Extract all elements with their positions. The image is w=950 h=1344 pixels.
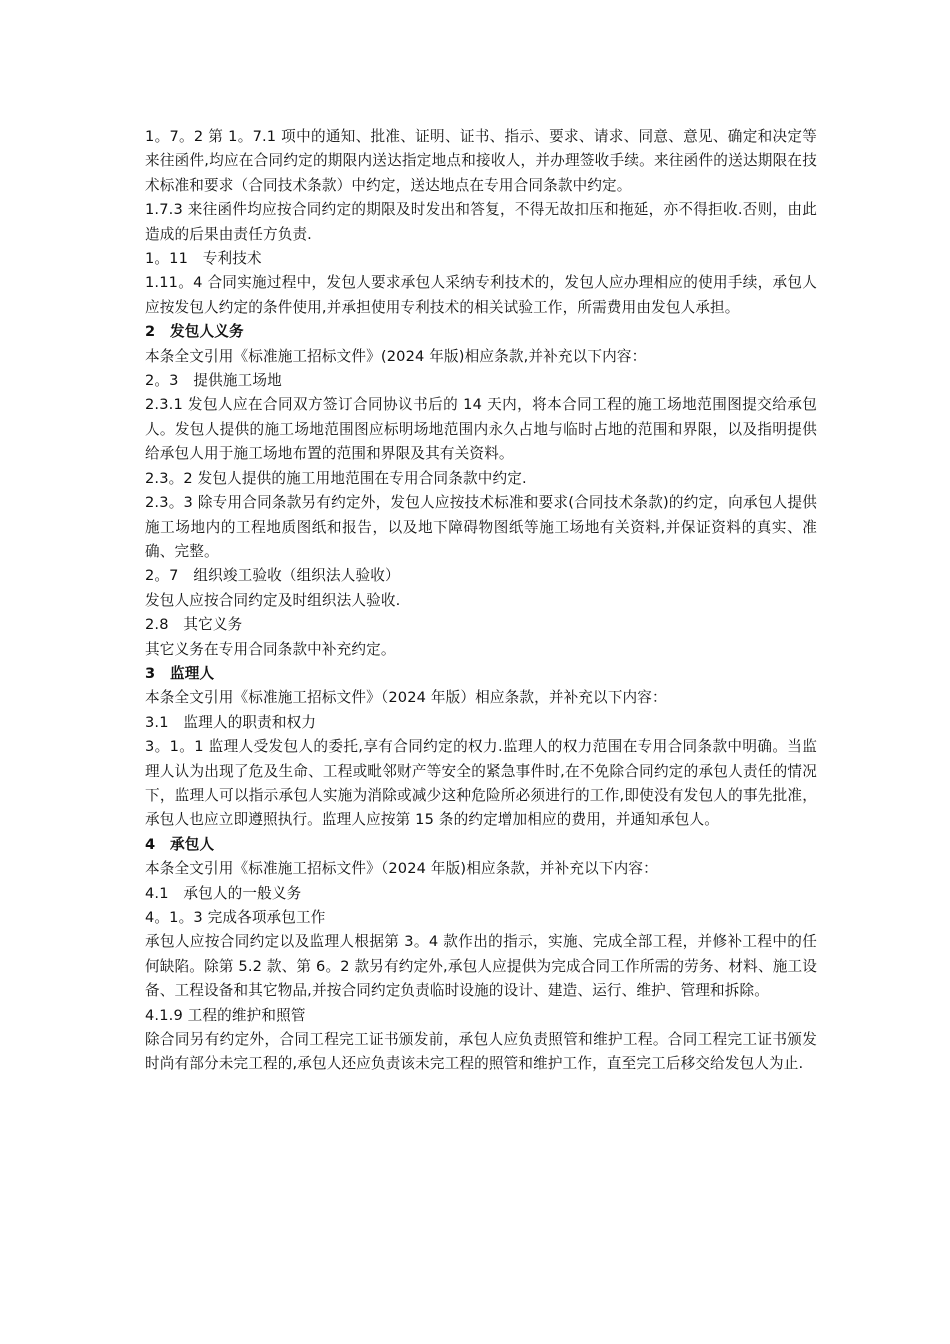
subheading-4-1-3: 4。1。3 完成各项承包工作 [145, 909, 326, 926]
paragraph-2-3-3: 2.3。3 除专用合同条款另有约定外，发包人应按技术标准和要求(合同技术条款)的约定，向承包人提供施工场地内的工程地质图纸和报告，以及地下障碍物图纸等施工场地有关资料,并保证资料的真实、准确、完整。 [145, 494, 817, 560]
section-heading-4: 4 承包人 [145, 835, 215, 853]
subheading-4-1-9: 4.1.9 工程的维护和照管 [145, 1006, 306, 1024]
paragraph-2-8: 其它义务在专用合同条款中补充约定。 [145, 640, 396, 658]
subheading-4-1: 4.1 承包人的一般义务 [145, 884, 302, 902]
paragraph-3-intro: 本条全文引用《标准施工招标文件》（2024 年版）相应条款，并补充以下内容： [145, 689, 667, 707]
subheading-1-11: 1。11 专利技术 [145, 250, 262, 268]
paragraph-4-1-9: 除合同另有约定外，合同工程完工证书颁发前，承包人应负责照管和维护工程。合同工程完工证书颁发时尚有部分未完工程的,承包人还应负责该未完工程的照管和维护工作，直至完工后移交给发包人为止. [145, 1031, 817, 1073]
paragraph-4-1-3: 承包人应按合同约定以及监理人根据第 3。4 款作出的指示，实施、完成全部工程，并修补工程中的任何缺陷。除第 5.2 款、第 6。2 款另有约定外,承包人应提供为完成合同工作所需的劳务、材料、施工设备、工程设备和其它物品,并按合同约定负责临时设施的设计、建造、运行、维护、管理和拆除。 [145, 933, 817, 1000]
section-heading-3: 3 监理人 [145, 664, 215, 682]
section-heading-2: 2 发包人义务 [145, 323, 244, 341]
subheading-2-8: 2.8 其它义务 [145, 616, 243, 634]
subheading-2-7: 2。7 组织竣工验收（组织法人验收） [145, 567, 400, 585]
paragraph-1-7-3: 1.7.3 来往函件均应按合同约定的期限及时发出和答复，不得无故扣压和拖延，亦不得拒收.否则，由此造成的后果由责任方负责. [145, 201, 817, 243]
subheading-3-1: 3.1 监理人的职责和权力 [145, 713, 317, 731]
paragraph-2-7: 发包人应按合同约定及时组织法人验收. [145, 591, 401, 609]
paragraph-2-3-1: 2.3.1 发包人应在合同双方签订合同协议书后的 14 天内，将本合同工程的施工场地范围图提交给承包人。发包人提供的施工场地范围图应标明场地范围内永久占地与临时占地的范围和界限，以及指明提供给承包人用于施工场地布置的范围和界限及其有关资料。 [145, 396, 817, 463]
paragraph-4-intro: 本条全文引用《标准施工招标文件》（2024 年版)相应条款，并补充以下内容： [145, 860, 658, 878]
document-body [145, 125, 817, 1077]
subheading-2-3: 2。3 提供施工场地 [145, 372, 282, 390]
paragraph-2-intro: 本条全文引用《标准施工招标文件》(2024 年版)相应条款,并补充以下内容： [145, 347, 647, 365]
paragraph-3-1-1: 3。1。1 监理人受发包人的委托,享有合同约定的权力.监理人的权力范围在专用合同条款中明确。当监理人认为出现了危及生命、工程或毗邻财产等安全的紧急事件时,在不免除合同约定的承包人责任的情况下，监理人可以指示承包人实施为消除或减少这种危险所必须进行的工作,即使没有发包人的事先批准，承包人也应立即遵照执行。监理人应按第 15 条的约定增加相应的费用，并通知承包人。 [145, 738, 817, 829]
paragraph-2-3-2: 2.3。2 发包人提供的施工用地范围在专用合同条款中约定. [145, 469, 527, 487]
paragraph-1-7-2: 1。7。2 第 1。7.1 项中的通知、批准、证明、证书、指示、要求、请求、同意、意见、确定和决定等来往函件,均应在合同约定的期限内送达指定地点和接收人，并办理签收手续。来往函件的送达期限在技术标准和要求（合同技术条款）中约定，送达地点在专用合同条款中约定。 [145, 128, 817, 194]
paragraph-1-11-4: 1.11。4 合同实施过程中，发包人要求承包人采纳专利技术的，发包人应办理相应的使用手续，承包人应按发包人约定的条件使用,并承担使用专利技术的相关试验工作，所需费用由发包人承担。 [145, 274, 817, 316]
